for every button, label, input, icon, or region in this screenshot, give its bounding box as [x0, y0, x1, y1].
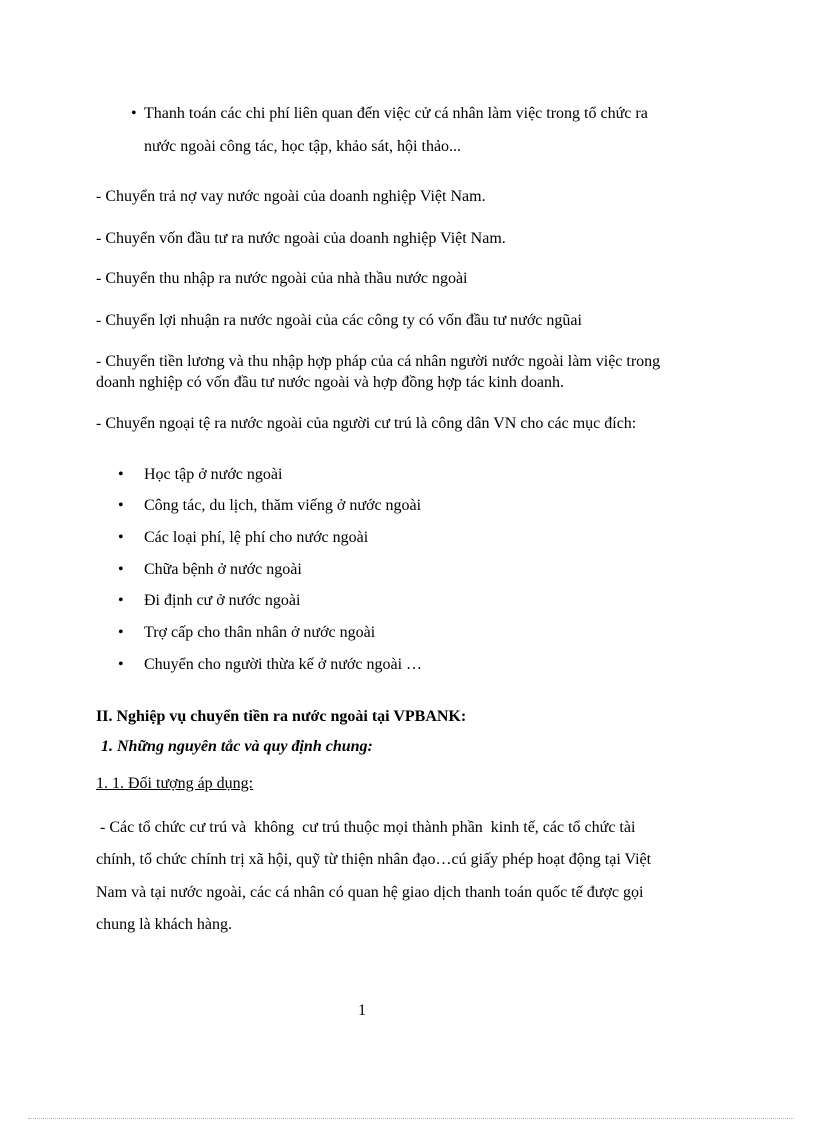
intro-bullet-line-2: nước ngoài công tác, học tập, khảo sát, hội thảo... [144, 138, 462, 155]
intro-bullet-line-1: Thanh toán các chi phí liên quan đến việc cử cá nhân làm việc trong tổ chức ra [144, 105, 648, 122]
list-item [118, 466, 518, 486]
list-item [118, 497, 518, 517]
purpose-text: Trợ cấp cho thân nhân ở nước ngoài [144, 624, 376, 641]
page-bottom-divider [28, 1118, 794, 1119]
page-number: 1 [358, 1002, 366, 1019]
purpose-text: Đi định cư ở nước ngoài [144, 592, 301, 609]
list-item [118, 529, 518, 549]
dash-item-salary-line-1: - Chuyển tiền lương và thu nhập hợp pháp của cá nhân người nước ngoài làm việc trong [96, 353, 661, 370]
list-item [118, 656, 518, 676]
dash-item-contractor-income: - Chuyển thu nhập ra nước ngoài của nhà thầu nước ngoài [96, 270, 468, 287]
bullet-marker: • [118, 624, 124, 641]
intro-bullet-item [131, 104, 731, 124]
section-heading: II. Nghiệp vụ chuyển tiền ra nước ngoài tại VPBANK: [96, 708, 467, 725]
bullet-marker: • [118, 592, 124, 609]
bullet-marker: • [118, 529, 124, 546]
purpose-text: Chữa bệnh ở nước ngoài [144, 561, 302, 578]
paragraph-line-4: chung là khách hàng. [96, 916, 232, 933]
list-item [118, 561, 518, 581]
bullet-marker: • [118, 561, 124, 578]
purpose-text: Chuyển cho người thừa kế ở nước ngoài … [144, 656, 423, 673]
dash-item-loan-repayment: - Chuyển trả nợ vay nước ngoài của doanh nghiệp Việt Nam. [96, 188, 486, 205]
list-item [118, 592, 518, 612]
bullet-marker: • [118, 466, 124, 483]
purpose-text: Công tác, du lịch, thăm viếng ở nước ngoài [144, 497, 422, 514]
subsection-heading: 1. Những nguyên tắc và quy định chung: [101, 738, 373, 755]
purpose-text: Học tập ở nước ngoài [144, 466, 283, 483]
bullet-marker: • [118, 497, 124, 514]
paragraph-line-3: Nam và tại nước ngoài, các cá nhân có quan hệ giao dịch thanh toán quốc tế được gọi [96, 884, 644, 901]
purpose-text: Các loại phí, lệ phí cho nước ngoài [144, 529, 369, 546]
dash-item-salary-line-2: doanh nghiệp có vốn đầu tư nước ngoài và hợp đồng hợp tác kinh doanh. [96, 374, 564, 391]
paragraph-line-2: chính, tổ chức chính trị xã hội, quỹ từ thiện nhân đạo…cú giấy phép hoạt động tại Việt [96, 851, 652, 868]
dash-item-capital-transfer: - Chuyển vốn đầu tư ra nước ngoài của doanh nghiệp Việt Nam. [96, 230, 506, 247]
list-item [118, 624, 518, 644]
bullet-marker: • [131, 105, 137, 122]
paragraph-line-1: - Các tổ chức cư trú và không cư trú thuộc mọi thành phần kinh tế, các tổ chức tài [96, 819, 636, 836]
bullet-marker: • [118, 656, 124, 673]
dash-item-foreign-currency: - Chuyển ngoại tệ ra nước ngoài của người cư trú là công dân VN cho các mục đích: [96, 415, 637, 432]
subsubsection-heading: 1. 1. Đối tượng áp dụng: [96, 775, 254, 792]
dash-item-profit-transfer: - Chuyển lợi nhuận ra nước ngoài của các công ty có vốn đầu tư nước ngũai [96, 312, 582, 329]
